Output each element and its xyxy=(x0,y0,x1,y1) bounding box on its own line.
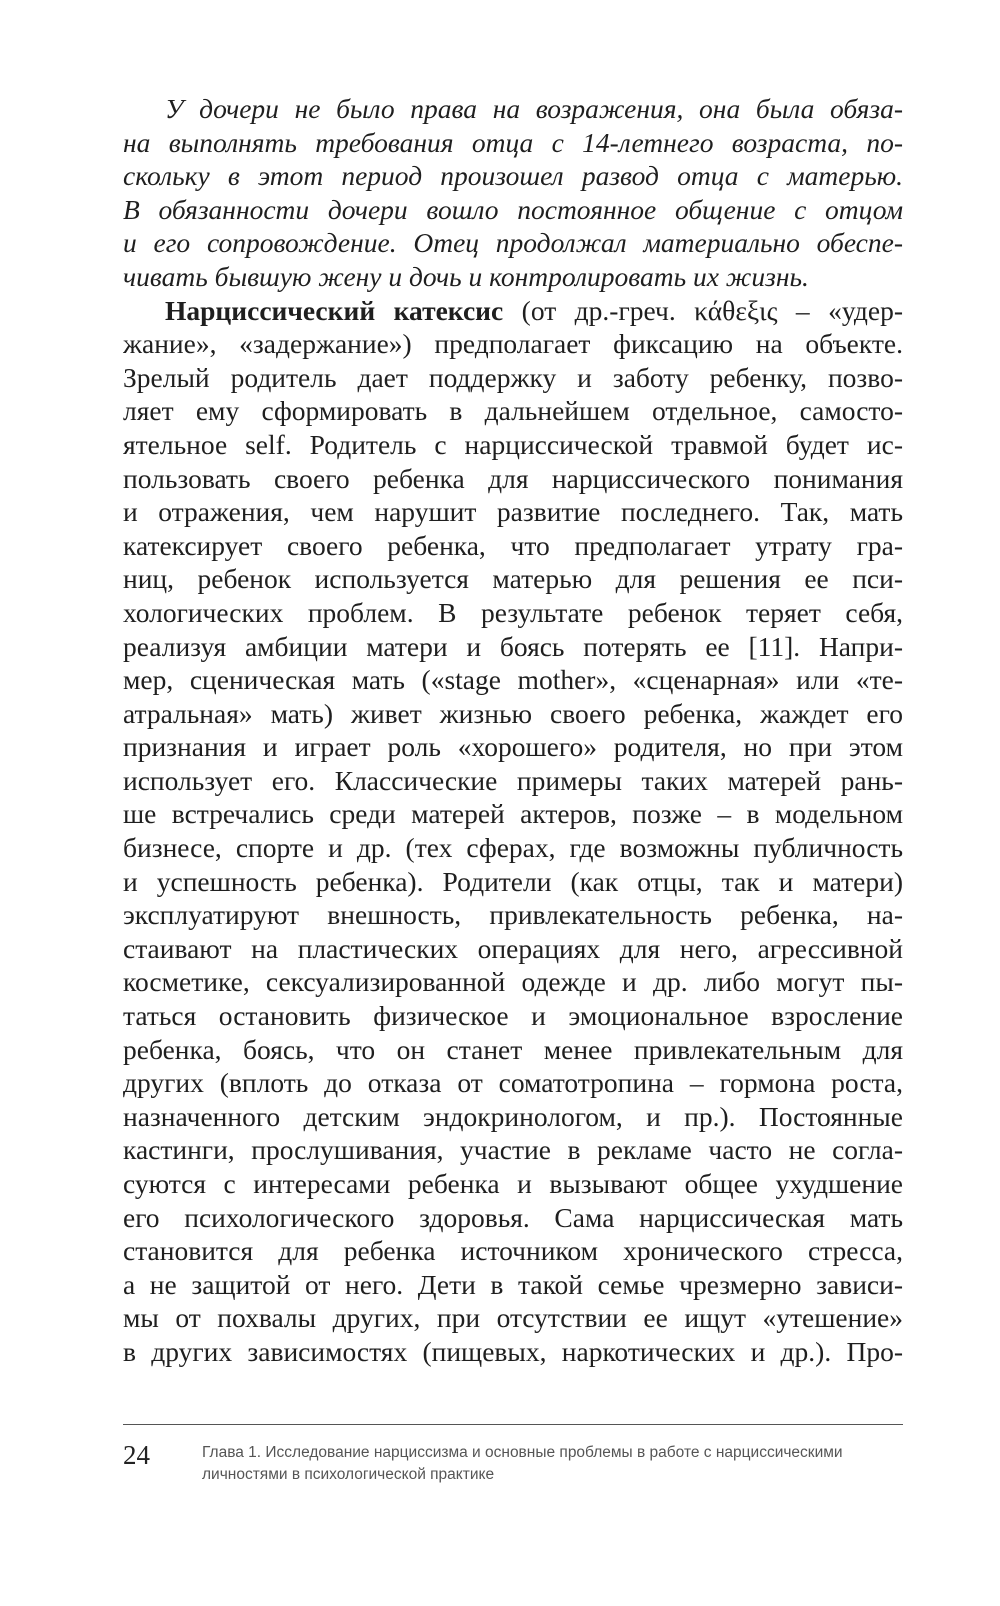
paragraph-line: атральная» мать) живет жизнью своего ребенка, жаждет его xyxy=(123,697,903,729)
paragraph-line: пользовать своего ребенка для нарциссического понимания xyxy=(123,462,903,494)
bold-term: Нарциссический катексис xyxy=(165,294,504,326)
paragraph-line: суются с интересами ребенка и вызывают общее ухудшение xyxy=(123,1168,903,1199)
paragraph-line: назначенного детским эндокринологом, и пр.). Постоянные xyxy=(123,1100,903,1132)
paragraph-line: ребенка, боясь, что он станет менее привлекательным для xyxy=(123,1033,903,1065)
paragraph-line: косметике, сексуализированной одежде и др. либо могут пы- xyxy=(123,966,903,998)
paragraph-first-line-rest: (от др.-греч. κάθεξις – «удер- xyxy=(503,294,903,326)
paragraph-line: ятельное self. Родитель с нарциссической травмой будет ис- xyxy=(123,428,903,460)
paragraph-line: и успешность ребенка). Родители (как отцы, так и матери) xyxy=(123,865,903,897)
footer-divider xyxy=(123,1424,903,1425)
paragraph-line: использует его. Классические примеры таких матерей рань- xyxy=(123,764,903,796)
page-text xyxy=(123,92,903,1369)
paragraph-line: бизнесе, спорте и др. (тех сферах, где возможны публичность xyxy=(123,832,903,864)
case-quote xyxy=(123,92,903,294)
paragraph-line: ниц, ребенок используется матерью для решения ее пси- xyxy=(123,563,903,595)
paragraph-line: ше встречались среди матерей актеров, позже – в модельном xyxy=(123,798,903,830)
quote-line: скольку в этот период произошел развод отца с матерью. xyxy=(123,160,903,192)
quote-line: и его сопровождение. Отец продолжал материально обеспе- xyxy=(123,227,903,259)
paragraph-first-line xyxy=(123,294,903,328)
paragraph-line: других (вплоть до отказа от соматотропина – гормона роста, xyxy=(123,1067,903,1099)
paragraph-line: в других зависимостях (пищевых, наркотических и др.). Про- xyxy=(123,1335,903,1367)
quote-line: чивать бывшую жену и дочь и контролировать их жизнь. xyxy=(123,260,809,292)
body-paragraph xyxy=(123,294,903,1369)
paragraph-line: эксплуатируют внешность, привлекательность ребенка, на- xyxy=(123,899,903,931)
paragraph-line: кастинги, прослушивания, участие в рекламе часто не согла- xyxy=(123,1134,903,1166)
quote-line: В обязанности дочери вошло постоянное общение с отцом xyxy=(123,193,903,225)
paragraph-line: таться остановить физическое и эмоциональное взросление xyxy=(123,1000,903,1032)
quote-line: У дочери не было права на возражения, она была обяза- xyxy=(165,93,903,124)
paragraph-line: а не защитой от него. Дети в такой семье чрезмерно зависи- xyxy=(123,1268,903,1300)
paragraph-line: катексирует своего ребенка, что предполагает утрату гра- xyxy=(123,529,903,561)
paragraph-line: признания и играет роль «хорошего» родителя, но при этом xyxy=(123,731,903,763)
running-head-line: личностями в психологической практике xyxy=(202,1466,495,1483)
paragraph-line: Зрелый родитель дает поддержку и заботу ребенку, позво- xyxy=(123,361,903,393)
paragraph-line: стаивают на пластических операциях для него, агрессивной xyxy=(123,932,903,964)
paragraph-line: реализуя амбиции матери и боясь потерять ее [11]. Напри- xyxy=(123,630,903,662)
paragraph-line: его психологического здоровья. Сама нарциссическая мать xyxy=(123,1201,903,1233)
paragraph-line: мы от похвалы других, при отсутствии ее ищут «утешение» xyxy=(123,1302,903,1334)
running-head xyxy=(202,1442,907,1486)
paragraph-line: жание», «задержание») предполагает фиксацию на объекте. xyxy=(123,328,903,360)
running-head-line: Глава 1. Исследование нарциссизма и основные проблемы в работе с нарциссическими xyxy=(202,1444,843,1461)
paragraph-line: и отражения, чем нарушит развитие последнего. Так, мать xyxy=(123,496,903,528)
quote-line: на выполнять требования отца с 14-летнего возраста, по- xyxy=(123,126,903,158)
paragraph-line: ляет ему сформировать в дальнейшем отдельное, самосто- xyxy=(123,395,903,427)
paragraph-line: мер, сценическая мать («stage mother», «сценарная» или «те- xyxy=(123,664,903,696)
page-number: 24 xyxy=(123,1440,150,1470)
paragraph-line: становится для ребенка источником хронического стресса, xyxy=(123,1235,903,1267)
paragraph-line: хологических проблем. В результате ребенок теряет себя, xyxy=(123,596,903,628)
